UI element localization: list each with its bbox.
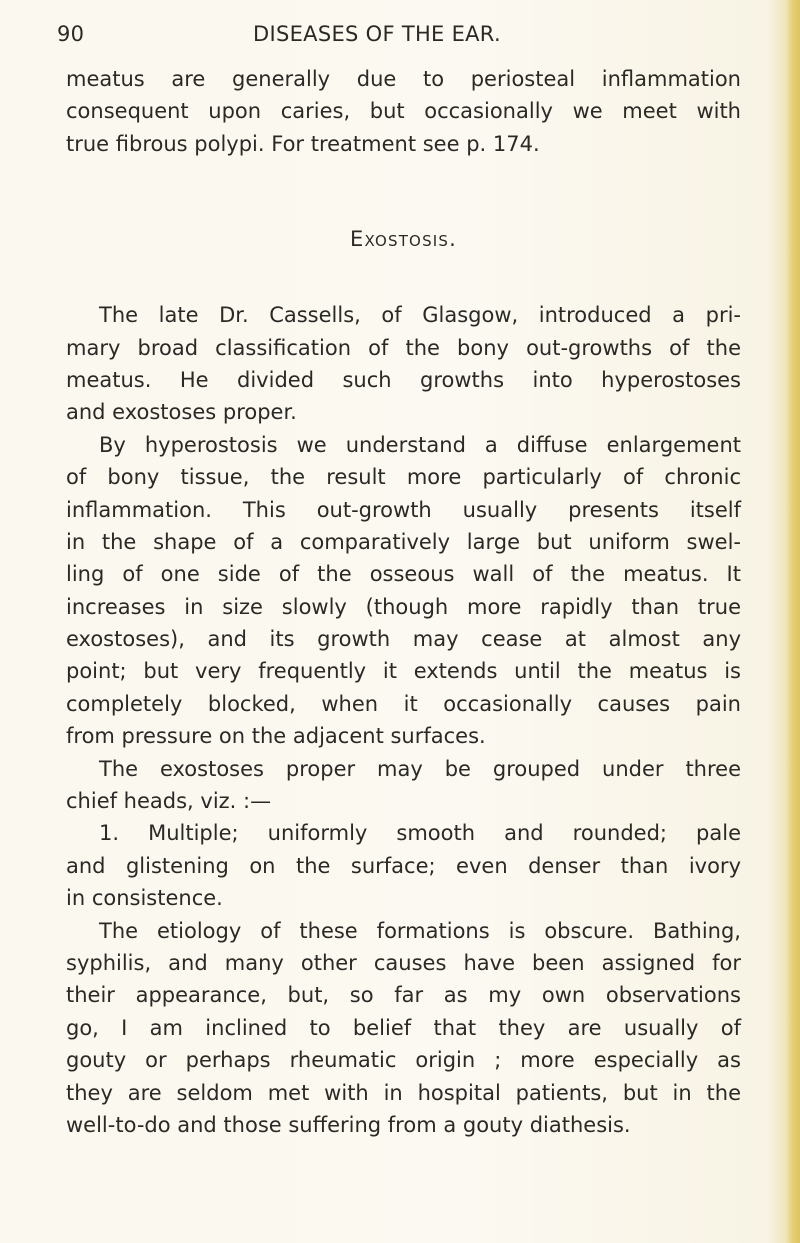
- text-line: true fibrous polypi. For treatment see p. 174.: [66, 131, 540, 156]
- page-number: 90: [57, 22, 85, 46]
- text-line: meatus. He divided such growths into hyperostoses: [66, 367, 741, 392]
- text-line: The exostoses proper may be grouped under three: [99, 756, 741, 781]
- text-line: meatus are generally due to periosteal inflammation: [66, 67, 741, 91]
- text-line: mary broad classification of the bony out-growths of the: [66, 335, 741, 360]
- text-line: point; but very frequently it extends until the meatus is: [66, 659, 741, 684]
- text-line: inflammation. This out-growth usually presents itself: [66, 497, 741, 522]
- text-line: The late Dr. Cassells, of Glasgow, introduced a pri-: [99, 303, 741, 328]
- text-line: 1. Multiple; uniformly smooth and rounded; pale: [99, 821, 741, 846]
- text-line: well-to-do and those suffering from a gouty diathesis.: [66, 1112, 631, 1137]
- text-line: their appearance, but, so far as my own observations: [66, 983, 741, 1008]
- text-line: ling of one side of the osseous wall of the meatus. It: [66, 562, 741, 587]
- running-title: DISEASES OF THE EAR.: [253, 22, 501, 46]
- section-heading: Exostosis.: [349, 227, 458, 252]
- text-line: in the shape of a comparatively large but uniform swel-: [66, 529, 741, 554]
- page-edge: [786, 0, 800, 1243]
- text-line: and exostoses proper.: [66, 400, 297, 425]
- text-line: and glistening on the surface; even denser than ivory: [66, 853, 741, 878]
- text-line: increases in size slowly (though more rapidly than true: [66, 594, 741, 619]
- text-line: go, I am inclined to belief that they are usually of: [66, 1015, 741, 1040]
- text-line: syphilis, and many other causes have been assigned for: [66, 950, 741, 975]
- text-line: in consistence.: [66, 886, 223, 911]
- text-line: gouty or perhaps rheumatic origin ; more especially as: [66, 1048, 741, 1073]
- text-line: consequent upon caries, but occasionally we meet with: [66, 99, 741, 124]
- text-line: from pressure on the adjacent surfaces.: [66, 724, 486, 749]
- text-line: The etiology of these formations is obscure. Bathing,: [99, 918, 741, 943]
- text-line: completely blocked, when it occasionally causes pain: [66, 691, 741, 716]
- running-head: [57, 22, 577, 56]
- text-line: of bony tissue, the result more particularly of chronic: [66, 465, 741, 490]
- text-line: By hyperostosis we understand a diffuse enlargement: [99, 432, 741, 457]
- page-body: [66, 63, 741, 1141]
- text-line: they are seldom met with in hospital patients, but in the: [66, 1080, 741, 1105]
- text-line: chief heads, viz. :—: [66, 789, 272, 814]
- section-gap: [66, 160, 741, 223]
- text-line: exostoses), and its growth may cease at almost any: [66, 627, 741, 652]
